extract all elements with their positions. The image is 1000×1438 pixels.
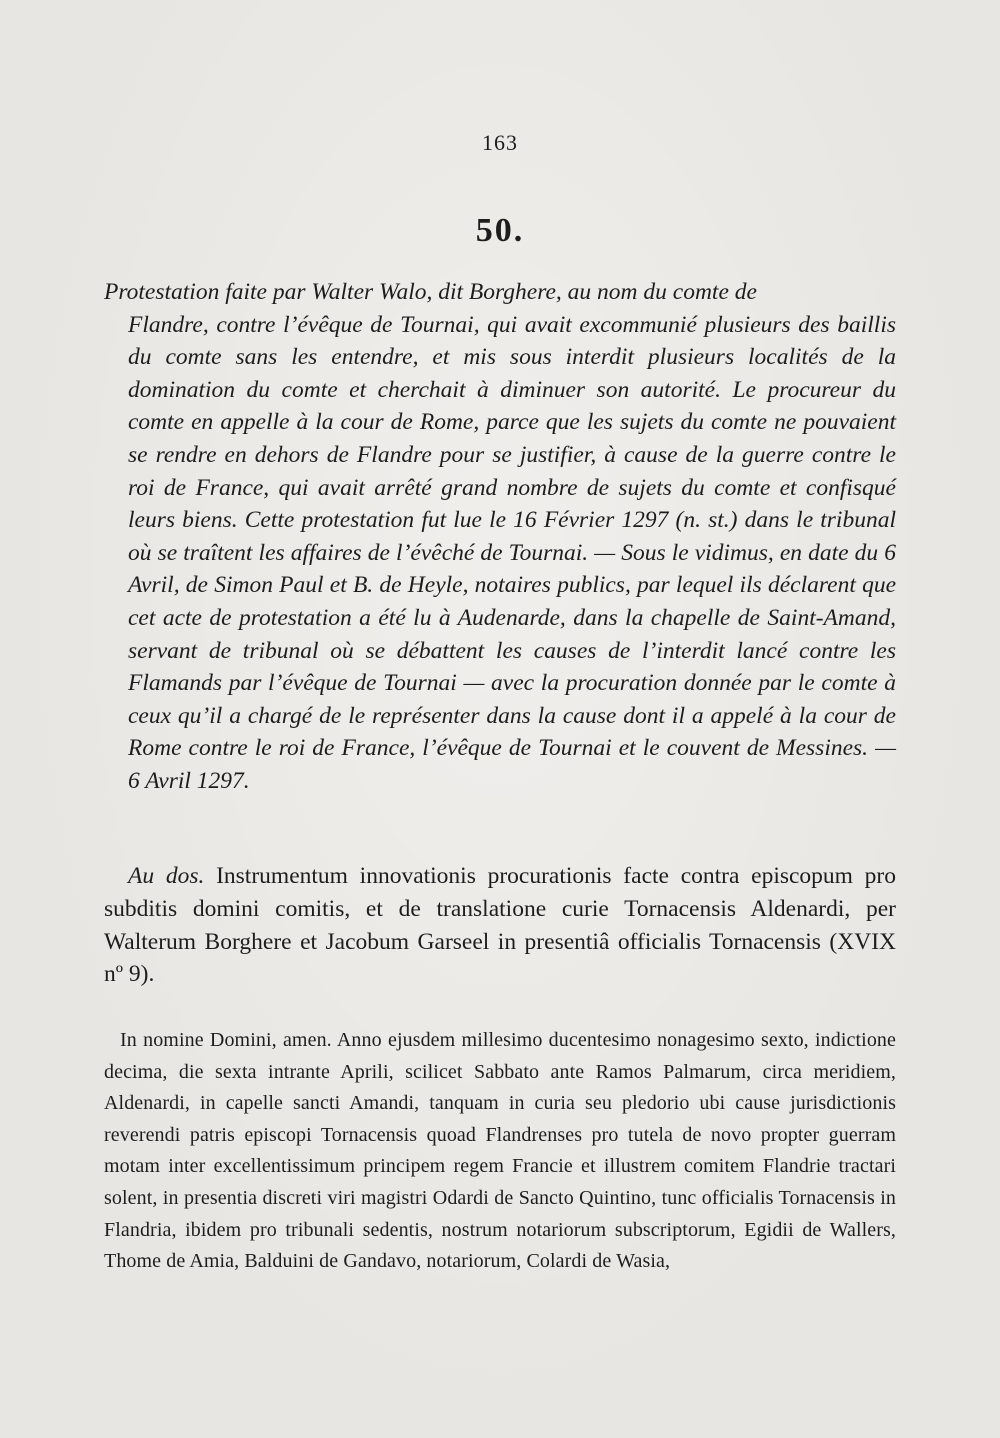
document-summary	[104, 276, 896, 798]
dorsal-note-lead: Au dos.	[128, 863, 205, 889]
document-number: 50.	[475, 212, 525, 249]
page-number: 163	[482, 130, 518, 155]
dorsal-note	[104, 860, 896, 991]
charter-text: In nomine Domini, amen. Anno ejusdem millesimo ducentesimo nonagesimo sexto, indictione decima, die sexta intrante Aprili, scilicet Sabbato ante Ramos Palmarum, circa meridiem, Aldenardi, in capelle sancti Amandi, tanquam in curia seu pledorio ubi cause jurisdictionis reverendi patris episcopi Tornacensis quoad Flandrenses pro tutela de novo propter guerram motam inter excellentissimum principem regem Francie et illustrem comitem Flandrie tractari solent, in presentia discreti viri magistri Odardi de Sancto Quintino, tunc officialis Tornacensis in Flandria, ibidem pro tribunali sedentis, nostrum notariorum subscriptorum, Egidii de Wallers, Thome de Amia, Balduini de Gandavo, notariorum, Colardi de Wasia,	[104, 1029, 896, 1273]
summary-first-line: Protestation faite par Walter Walo, dit Borghere, au nom du comte de	[104, 279, 757, 305]
summary-body: Flandre, contre l’évêque de Tournai, qui avait excommunié plusieurs des baillis du comte sans les entendre, et mis sous interdit plusieurs localités de la domination du comte et cherchait à diminuer son autorité. Le procureur du comte en appelle à la cour de Rome, parce que les sujets du comte ne pouvaient se rendre en dehors de Flandre pour se justifier, à cause de la guerre contre le roi de France, qui avait arrêté grand nombre de sujets du comte et confisqué leurs biens. Cette protestation fut lue le 16 Février 1297 (n. st.) dans le tribunal où se traîtent les affaires de l’évêché de Tournai. — Sous le vidimus, en date du 6 Avril, de Simon Paul et B. de Heyle, notaires publics, par lequel ils déclarent que cet acte de protestation a été lu à Audenarde, dans la chapelle de Saint-Amand, servant de tribunal où se débattent les causes de l’interdit lancé contre les Flamands par l’évêque de Tournai — avec la procuration donnée par le comte à ceux qu’il a chargé de le représenter dans la cause dont il a appelé à la cour de Rome contre le roi de France, l’évêque de Tournai et le couvent de Messines. — 6 Avril 1297.	[128, 311, 896, 794]
dorsal-note-text: Instrumentum innovationis procurationis facte contra episcopum pro subditis domini comitis, et de translatione curie Tornacensis Aldenardi, per Walterum Borghere et Jacobum Garseel in presentiâ officialis Tornacensis (XVIX nº 9).	[104, 863, 897, 988]
